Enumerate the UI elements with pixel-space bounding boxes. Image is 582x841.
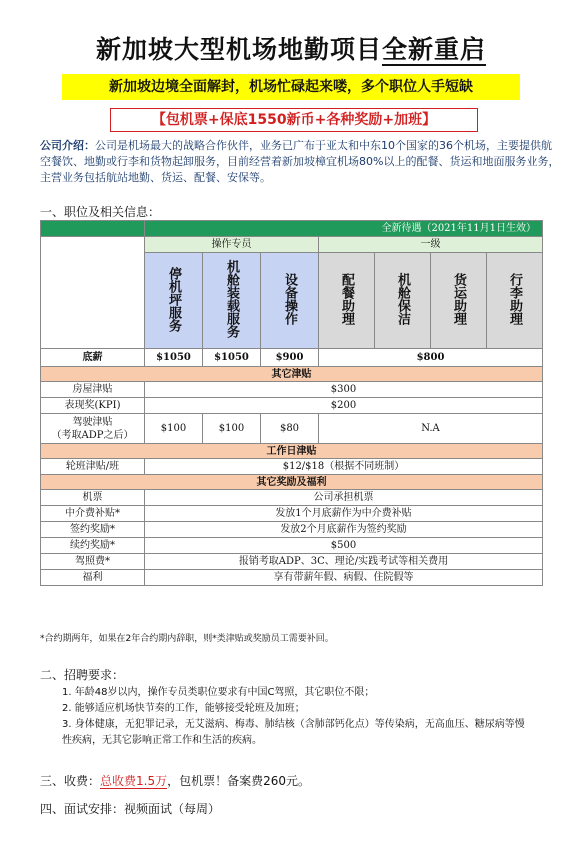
kpi-value: $200 — [145, 398, 543, 414]
reward-value: 报销考取ADP、3C、理论/实践考试等相关费用 — [145, 554, 543, 570]
intro-label: 公司介绍： — [40, 139, 95, 152]
header-spacer — [41, 221, 145, 237]
drive-value: N.A — [319, 414, 543, 444]
contract-note: *合约期两年，如果在2年合约期内辞职，则*类津贴或奖励员工需要补回。 — [40, 634, 334, 644]
reward-label: 续约奖励* — [41, 538, 145, 554]
group-level-one: 一级 — [319, 237, 543, 253]
reward-label: 驾照费* — [41, 554, 145, 570]
drive-value: $80 — [261, 414, 319, 444]
base-value: $1050 — [203, 349, 261, 367]
reward-value: $500 — [145, 538, 543, 554]
job-title: 货运助理 — [431, 253, 487, 349]
benefits-bar: 【包机票+保底1550新币+各种奖励+加班】 — [110, 108, 478, 132]
reward-value: 发放1个月底薪作为中介费补贴 — [145, 506, 543, 522]
requirement-item: 1. 年龄48岁以内，操作专员类职位要求有中国C驾照，其它职位不限； — [62, 687, 375, 698]
reward-label: 机票 — [41, 490, 145, 506]
base-value: $1050 — [145, 349, 203, 367]
drive-value: $100 — [145, 414, 203, 444]
section-workday-allowance: 工作日津贴 — [41, 444, 543, 459]
reward-value: 发放2个月底薪作为签约奖励 — [145, 522, 543, 538]
requirement-item: 2. 能够适应机场快节奏的工作，能够接受轮班及加班； — [62, 703, 305, 714]
reward-value: 享有带薪年假、病假、住院假等 — [145, 570, 543, 586]
shift-label: 轮班津贴/班 — [41, 459, 145, 475]
shift-value: $12/$18（根据不同班制） — [145, 459, 543, 475]
kpi-label: 表现奖(KPI) — [41, 398, 145, 414]
section-requirements: 二、招聘要求： — [40, 668, 125, 682]
reward-label: 签约奖励* — [41, 522, 145, 538]
reward-value: 公司承担机票 — [145, 490, 543, 506]
reward-label: 中介费补贴* — [41, 506, 145, 522]
housing-label: 房屋津贴 — [41, 382, 145, 398]
section-interview: 四、面试安排：视频面试（每周） — [40, 802, 221, 816]
title-main: 新加坡大型机场地勤项目 — [95, 35, 382, 64]
section-positions: 一、职位及相关信息： — [40, 205, 161, 219]
job-title: 停机坪服务 — [145, 253, 203, 349]
requirement-item: 3. 身体健康，无犯罪记录，无艾滋病、梅毒、肺结核（含肺部钙化点）等传染病，无高血压、糖尿病等慢性疾病，无其它影响正常工作和生活的疾病。 — [62, 719, 525, 746]
group-operations: 操作专员 — [145, 237, 319, 253]
base-value: $900 — [261, 349, 319, 367]
yellow-banner: 新加坡边境全面解封，机场忙碌起来喽，多个职位人手短缺 — [62, 74, 520, 100]
company-intro — [40, 138, 560, 186]
base-label: 底薪 — [41, 349, 145, 367]
section-other-allowances: 其它津贴 — [41, 367, 543, 382]
drive-value: $100 — [203, 414, 261, 444]
housing-value: $300 — [145, 382, 543, 398]
requirements-list — [62, 685, 532, 749]
section-other-rewards: 其它奖励及福利 — [41, 475, 543, 490]
job-title: 配餐助理 — [319, 253, 375, 349]
job-title: 设备操作 — [261, 253, 319, 349]
drive-label: 驾驶津贴 （考取ADP之后） — [41, 414, 145, 444]
reward-label: 福利 — [41, 570, 145, 586]
positions-table — [40, 220, 543, 586]
section-fees: 三、收费：总收费1.5万，包机票！备案费260元。 — [40, 774, 311, 788]
base-value: $800 — [319, 349, 543, 367]
blank-cell — [41, 237, 145, 349]
intro-text: 公司是机场最大的战略合作伙伴，业务已广布于亚太和中东10个国家的36个机场，主要提供航空餐饮、地勤或行李和货物起卸服务，目前经营着新加坡樟宜机场80%以上的配餐、货运和地面服务业务，主营业务包括航站地勤、货运、配餐、安保等。 — [40, 139, 560, 184]
page-title — [0, 30, 582, 66]
total-fee: 总收费1.5万 — [100, 774, 168, 788]
title-highlight: 全新重启 — [382, 35, 487, 64]
job-title: 行李助理 — [487, 253, 543, 349]
job-title: 机舱装载服务 — [203, 253, 261, 349]
table-top-header: 全新待遇（2021年11月1日生效） — [145, 221, 543, 237]
job-title: 机舱保洁 — [375, 253, 431, 349]
